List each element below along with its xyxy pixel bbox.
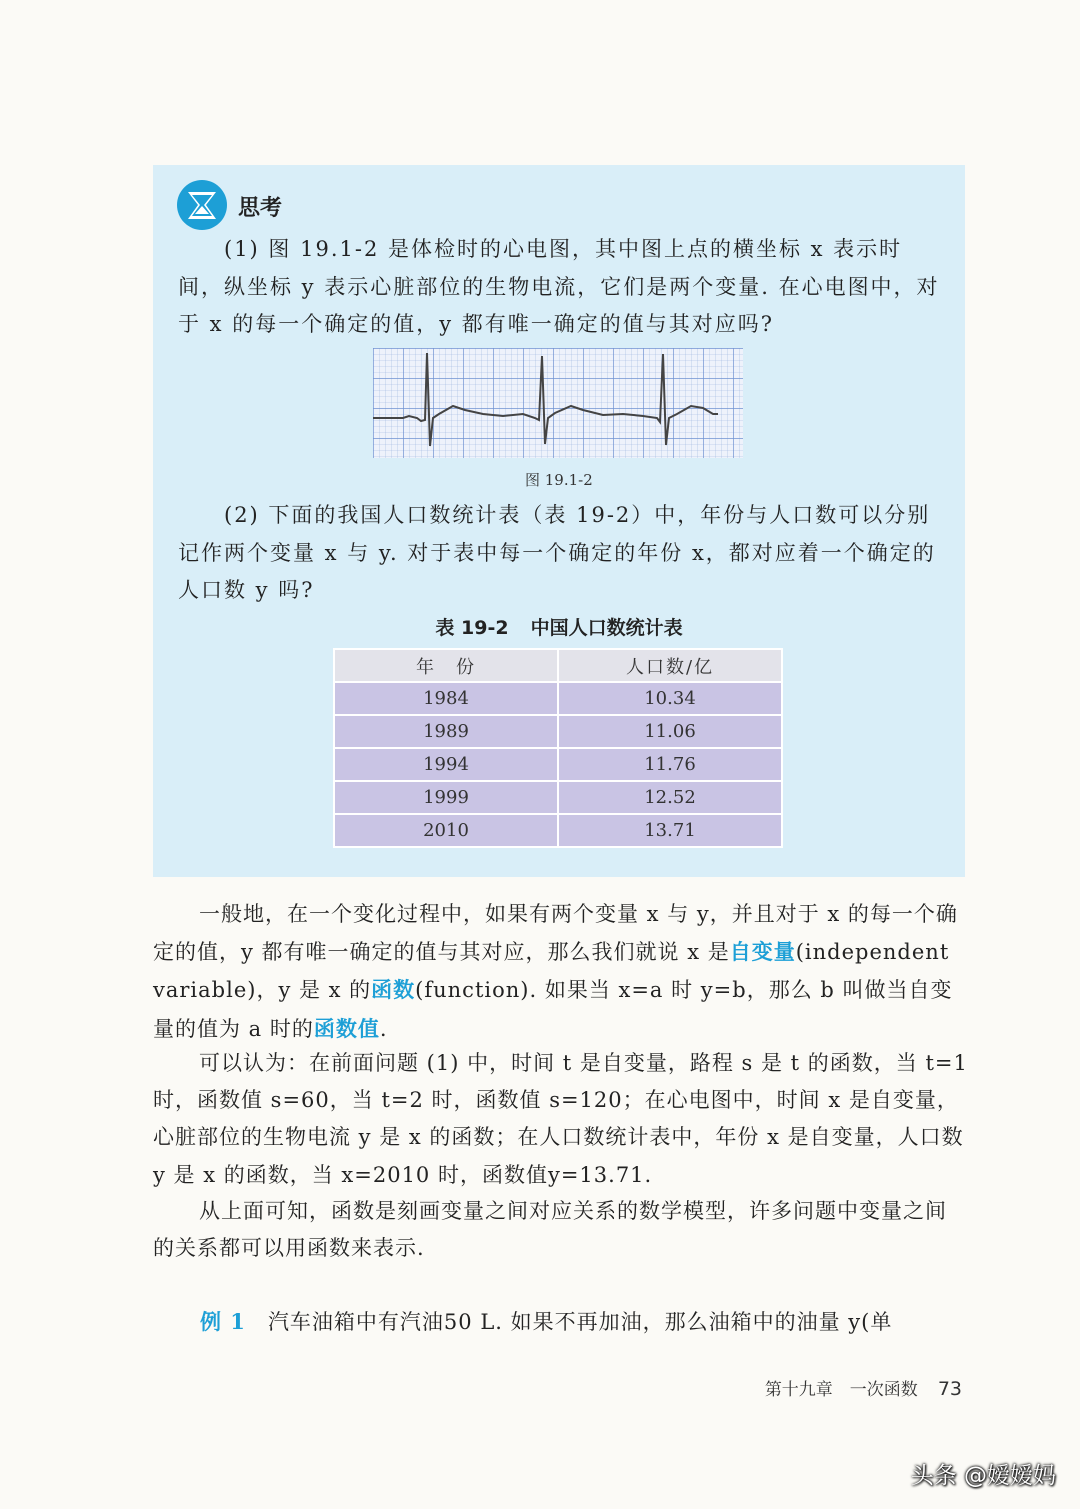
question-1 [178,231,948,344]
cell-population: 11.06 [558,715,782,748]
chapter-title: 第十九章 一次函数 [764,1380,918,1400]
think-icon [176,179,228,231]
ecg-figure [373,348,743,458]
question-2 [178,497,948,610]
definition-text-d: . [379,1016,388,1041]
example-text: 汽车油箱中有汽油50 L. 如果不再加油，那么油箱中的油量 y(单 [267,1310,893,1334]
table-row [334,715,782,748]
table-caption: 中国人口数统计表 [530,617,683,639]
header-year: 年 份 [334,649,558,682]
definition-text-a: 一般地，在一个变化过程中，如果有两个变量 x 与 y，并且对于 x 的每一个确定的值，y 都有唯一确定的值与其对应，那么我们就说 x 是 [153,902,958,965]
question-2-text: (2) 下面的我国人口数统计表（表 19-2）中，年份与人口数可以分别记作两个变量 x 与 y. 对于表中每一个确定的年份 x，都对应着一个确定的人口数 y 吗? [178,503,936,602]
definition-text-b: (independent variable)，y 是 x 的 [153,940,950,1003]
header-population: 人口数/亿 [558,649,782,682]
cell-year: 1994 [334,748,558,781]
table-row [334,781,782,814]
question-1-text: (1) 图 19.1-2 是体检时的心电图，其中图上点的横坐标 x 表示时间，纵坐标 y 表示心脏部位的生物电流，它们是两个变量. 在心电图中，对于 x 的每一个确定的值，y 都有唯一确定的值与其对应吗? [178,237,940,336]
cell-year: 2010 [334,814,558,847]
think-box [153,165,965,877]
cell-year: 1999 [334,781,558,814]
cell-year: 1989 [334,715,558,748]
watermark: 头条 @嫒嫒妈 [910,1463,1056,1489]
example-label: 例 1 [200,1309,246,1334]
cell-population: 13.71 [558,814,782,847]
summary-paragraph [153,1193,968,1267]
table-row [334,814,782,847]
page-number: 73 [937,1378,962,1400]
example-1 [200,1306,970,1336]
table-row [334,682,782,715]
term-independent-variable: 自变量 [729,939,796,965]
table-title [153,613,965,640]
term-function-value: 函数值 [313,1015,380,1041]
definition-paragraph [153,896,968,1048]
think-title: 思考 [238,196,283,221]
cell-population: 10.34 [558,682,782,715]
table-row [334,748,782,781]
explanation-text: 可以认为：在前面问题 (1) 中，时间 t 是自变量，路程 s 是 t 的函数，当 t=1时，函数值 s=60，当 t=2 时，函数值 s=120；在心电图中，时间 x 是自变量，心脏部位的生物电流 y 是 x 的函数；在人口数统计表中，年份 x 是自变量，人口数 y 是 x 的函数，当 x=2010 时，函数值y=13.71. [153,1051,968,1187]
table-header-row [334,649,782,682]
table-number: 表 19-2 [435,617,509,639]
population-table [333,648,783,848]
explanation-paragraph [153,1045,968,1194]
page-footer [765,1375,962,1400]
cell-population: 11.76 [558,748,782,781]
definition-text-c: (function). 如果当 x=a 时 y=b，那么 b 叫做当自变量的值为 a 时的 [153,978,953,1041]
cell-year: 1984 [334,682,558,715]
summary-text: 从上面可知，函数是刻画变量之间对应关系的数学模型，许多问题中变量之间的关系都可以用函数来表示. [153,1199,947,1261]
term-function: 函数 [371,977,416,1003]
figure-caption: 图 19.1-2 [525,471,593,489]
cell-population: 12.52 [558,781,782,814]
